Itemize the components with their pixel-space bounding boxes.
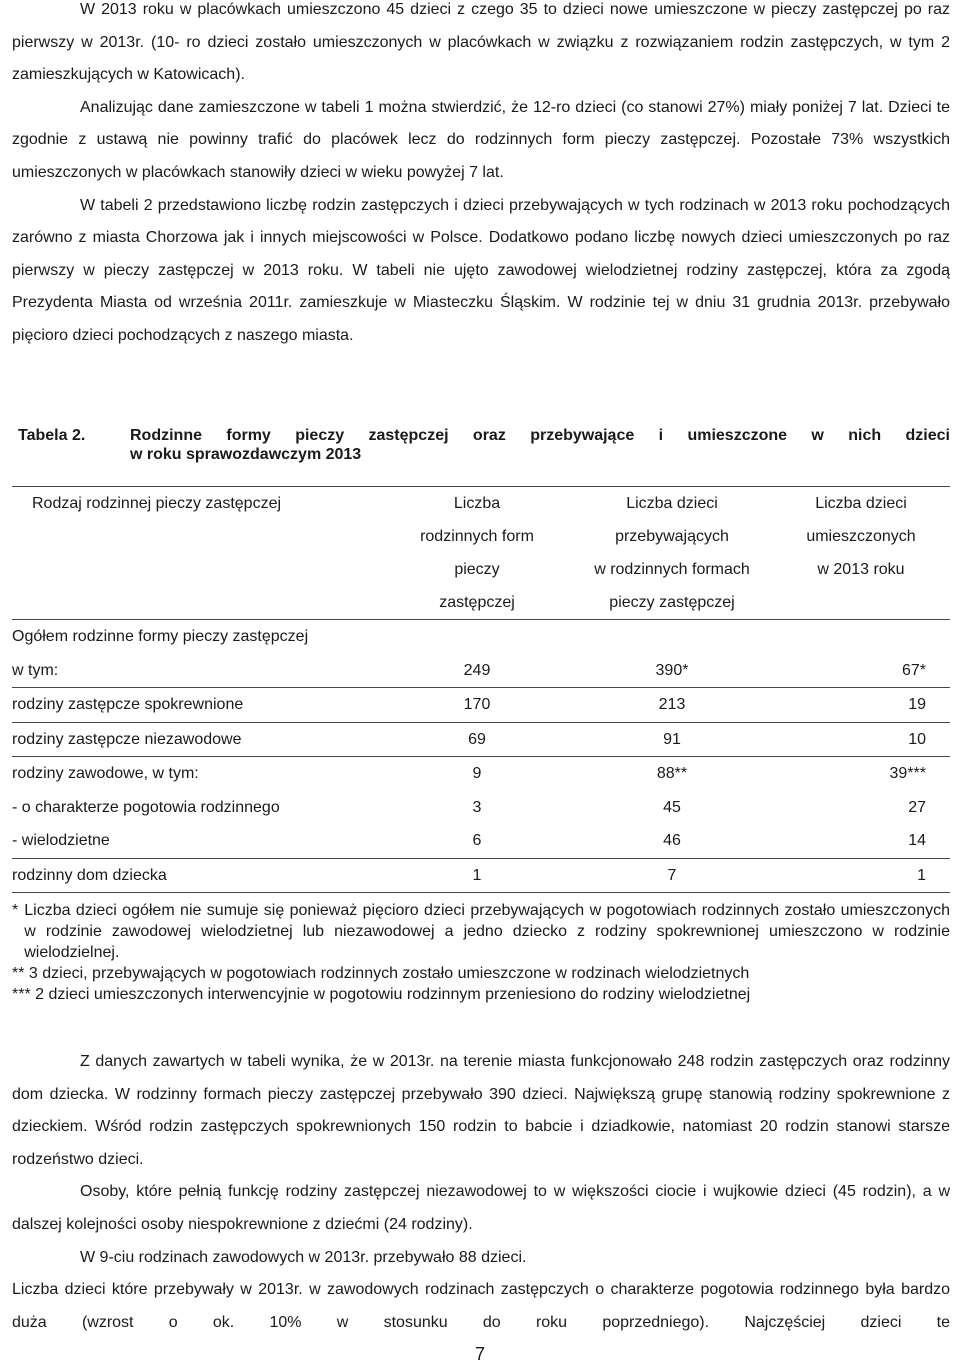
row-value: 9 [472, 765, 482, 782]
page-number: 7 [474, 1344, 485, 1364]
header-families [382, 487, 572, 620]
header-placed-line: umieszczonych [806, 528, 916, 545]
row-label: - o charakterze pogotowia rodzinnego [12, 798, 280, 816]
header-children-line: pieczy zastępczej [609, 594, 735, 611]
header-families-line: Liczba [453, 495, 501, 512]
closing-paragraph-3: W 9-ciu rodzinach zawodowych w 2013r. przebywało 88 dzieci. [80, 1248, 527, 1266]
header-children-staying [572, 487, 772, 620]
header-children-line: w rodzinnych formach [594, 561, 750, 578]
header-placed-line: Liczba dzieci [815, 495, 907, 512]
row-value: 39*** [889, 765, 926, 782]
row-value: 213 [658, 696, 686, 713]
table-row [12, 824, 950, 858]
row-value: 10 [908, 730, 926, 748]
header-type: Rodzaj rodzinnej pieczy zastępczej [32, 495, 282, 512]
foster-care-table [12, 486, 950, 893]
table-row [12, 757, 950, 791]
footnote [12, 984, 950, 1005]
row-value: 91 [663, 730, 681, 748]
header-families-line: pieczy [454, 561, 500, 578]
footnote-mark: * [12, 902, 19, 919]
intro-section [12, 0, 950, 353]
row-label: - wielodzietne [12, 832, 110, 849]
row-value: 14 [908, 832, 926, 849]
table-caption-title: Rodzinne formy pieczy zastępczej oraz przebywające i umieszczone w nich dzieci [130, 427, 950, 444]
header-families-line: zastępczej [439, 594, 515, 611]
table-caption-label: Tabela 2. [18, 427, 86, 444]
total-children-staying: 390* [655, 661, 689, 679]
total-families: 249 [463, 661, 491, 679]
header-children-line: Liczba dzieci [626, 495, 718, 512]
intro-paragraph-3: W tabeli 2 przedstawiono liczbę rodzin zastępczych i dzieci przebywających w tych rodzinach w 2013 roku pochodzących zarówno z miasta Chorzowa jak i innych miejscowości w Polsce. Dodatkowo podano liczbę nowych dzieci umieszczonych po raz pierwszy w pieczy zastępczej w 2013 roku. W tabeli nie ujęto zawodowej wielodzietnej rodziny zastępczej, która za zgodą Prezydenta Miasta od września 2011r. zamieszkuje w Miasteczku Śląskim. W rodzinie tej w dniu 31 grudnia 2013r. przebywało pięcioro dzieci pochodzących z naszego miasta. [12, 196, 950, 344]
table-row-total [12, 620, 950, 654]
row-label: rodziny zastępcze niezawodowe [12, 730, 242, 748]
footnote-mark: *** [12, 986, 31, 1003]
footnote-text: 3 dzieci, przebywających w pogotowiach rodzinnych zostało umieszczone w rodzinach wielodzietnych [28, 965, 750, 982]
table-caption [18, 426, 950, 464]
table-row [12, 722, 950, 757]
header-placed-line: w 2013 roku [817, 561, 905, 578]
row-value: 27 [908, 798, 926, 816]
row-value: 69 [468, 730, 486, 748]
total-label: Ogółem rodzinne formy pieczy zastępczej [12, 628, 309, 645]
row-value: 45 [663, 798, 681, 816]
total-children-placed: 67* [901, 661, 926, 679]
header-children-line: przebywających [615, 528, 729, 545]
row-value: 170 [463, 696, 491, 713]
row-label: rodziny zawodowe, w tym: [12, 765, 199, 782]
row-value: 7 [572, 858, 772, 893]
closing-paragraph-4: Liczba dzieci które przebywały w 2013r. w zawodowych rodzinach zastępczych o charakterze pogotowia rodzinnego była bardzo duża (wzrost o ok. 10% w stosunku do roku poprzedniego). Najczęściej dzieci te [12, 1281, 950, 1331]
footnote [12, 963, 950, 984]
footnotes [12, 900, 950, 1005]
intro-paragraph-2: Analizując dane zamieszczone w tabeli 1 można stwierdzić, że 12-ro dzieci (co stanowi 27%) miały poniżej 7 lat. Dzieci te zgodnie z ustawą nie powinny trafić do placówek lecz do rodzinnych form pieczy zastępczej. Pozostałe 73% wszystkich umieszczonych w placówkach stanowiły dzieci w wieku powyżej 7 lat. [12, 98, 950, 181]
footnote-text: Liczba dzieci ogółem nie sumuje się ponieważ pięcioro dzieci przebywających w pogotowiach rodzinnych zostało umieszczonych w rodzinie zawodowej wielodzietnej lub niezawodowej a jedno dziecko z rodziny spokrewnionej umieszczono w rodzinie wielodzielnej. [24, 902, 950, 961]
row-label: rodzinny dom dziecka [12, 858, 382, 893]
footnote-mark: ** [12, 965, 25, 982]
table-row-total-values [12, 654, 950, 688]
row-value: 1 [382, 858, 572, 893]
row-value: 3 [472, 798, 482, 816]
closing-section [12, 1046, 950, 1339]
row-value: 1 [772, 858, 950, 893]
header-children-placed [772, 487, 950, 620]
row-label: rodziny zastępcze spokrewnione [12, 696, 244, 713]
row-value: 19 [908, 696, 926, 713]
closing-paragraph-2: Osoby, które pełnią funkcję rodziny zastępczej niezawodowej to w większości ciocie i wujkowie dzieci (45 rodzin), a w dalszej kolejności osoby niespokrewnione z dziećmi (24 rodziny). [12, 1183, 950, 1233]
table-row [12, 791, 950, 825]
total-sublabel: w tym: [12, 661, 59, 679]
footnote-text: 2 dzieci umieszczonych interwencyjnie w pogotowiu rodzinnym przeniesiono do rodziny wielodzietnej [35, 986, 751, 1003]
row-value: 88** [656, 765, 688, 782]
table-caption-subtitle: w roku sprawozdawczym 2013 [130, 446, 362, 463]
row-value: 6 [472, 832, 482, 849]
row-value: 46 [663, 832, 681, 849]
closing-paragraph-1: Z danych zawartych w tabeli wynika, że w 2013r. na terenie miasta funkcjonowało 248 rodzin zastępczych oraz rodzinny dom dziecka. W rodzinny formach pieczy zastępczej przebywało 390 dzieci. Największą grupę stanowią rodziny spokrewnione z dzieckiem. Wśród rodzin zastępczych spokrewnionych 150 rodzin to babcie i dziadkowie, natomiast 20 rodzin stanowi starsze rodzeństwo dzieci. [12, 1053, 950, 1168]
footnote [12, 900, 950, 963]
header-families-line: rodzinnych form [420, 528, 534, 545]
table-row [12, 858, 950, 893]
intro-paragraph-1: W 2013 roku w placówkach umieszczono 45 dzieci z czego 35 to dzieci nowe umieszczone w pieczy zastępczej po raz pierwszy w 2013r. (10- ro dzieci zostało umieszczonych w placówkach w związku z rozwiązaniem rodzin zastępczych, w tym 2 zamieszkujących w Katowicach). [12, 1, 950, 84]
table-row [12, 688, 950, 723]
